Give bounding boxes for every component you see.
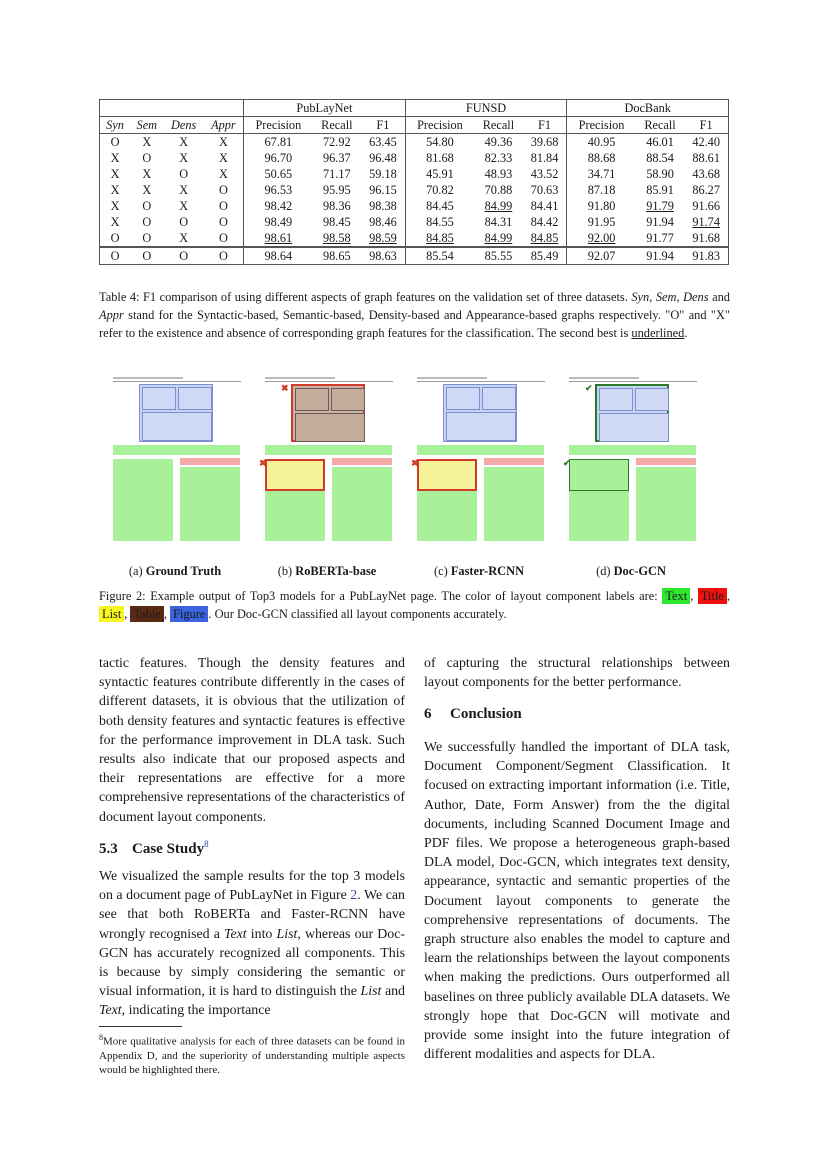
table-row [100,150,729,166]
section-heading-case-study [99,839,209,858]
value-cell: 91.77 [646,231,674,245]
figure-subcell [599,413,669,442]
figure-caption [99,587,730,623]
value-cell: 91.95 [567,214,636,230]
table-group-header-row [100,100,729,117]
term-list: List [360,984,382,1000]
metric-header-precision: Precision [244,117,313,134]
text: into [246,926,277,942]
value-cell: 91.66 [692,199,720,213]
feature-cell: X [218,151,228,165]
subfigure-caption [252,564,402,579]
conclusion-paragraph: We successfully handled the important of DLA task, Document Component/Segment Classification. It focused on extracting important information (i.e. Title, Author, Date, Form Answer) from the the digital documents, including Scanned Document Image and PDF files. We propose a heterogeneous graph-based DLA model, Doc-GCN, which integrates text density, appearance, syntactic and semantic properties of the Document layout components to generate the comprehensive representations of documents. The graph structure also enables the model to capture and learn the relationships between the layout components when making the predictions. Ours outperformed all baselines on three publicly available DLA datasets. We strongly hope that Doc-GCN will motivate and provide some insight into the future integration of different modalities and aspects for DLA. [424,740,730,1063]
feature-cell: O [142,215,152,229]
left-paragraph-2 [99,867,405,1021]
legend-label-title: Title [698,588,727,604]
figure-region [595,384,669,442]
value-cell: 84.99 [484,231,513,245]
text-region-wide [569,445,696,455]
page-header-line [569,377,697,382]
table-row [100,230,729,247]
figure-subcell [295,413,365,442]
feature-cell: X [179,183,189,197]
check-icon: ✔ [563,458,571,468]
feature-cell: X [142,135,152,149]
feature-cell: X [142,167,152,181]
text-region-right-column [180,467,240,541]
metric-header-f1: F1 [523,117,567,134]
value-cell: 58.90 [646,167,674,181]
text-region-right-column [484,467,544,541]
value-cell: 81.68 [405,150,474,166]
metric-header-recall: Recall [474,117,523,134]
value-cell: 98.65 [313,247,362,265]
value-cell: 98.36 [323,199,351,213]
feature-cell: X [142,183,152,197]
feature-cell: X [110,215,120,229]
page-header-line [265,377,393,382]
group-header-docbank: DocBank [567,100,729,117]
legend-separator: , [163,607,171,621]
subfigure-model-name: Ground Truth [145,564,222,578]
feature-cell: O [218,199,228,213]
text: , indicating the importance [121,1003,271,1019]
cross-icon: ✖ [281,383,289,393]
check-icon: ✔ [585,383,593,393]
feature-cell: X [179,199,189,213]
caption-appr: Appr [99,308,124,322]
feature-cell: X [179,231,189,245]
value-cell: 98.42 [244,198,313,214]
figure-subcell [178,387,212,410]
value-cell: 87.18 [567,182,636,198]
value-cell: 86.27 [692,183,720,197]
table-caption [99,288,730,342]
caption-underlined: underlined [631,326,685,340]
value-cell: 98.46 [369,215,397,229]
group-header-funsd: FUNSD [405,100,567,117]
value-cell: 98.49 [244,214,313,230]
figure-subcell [599,388,633,411]
feature-cell: O [142,231,152,245]
value-cell: 98.45 [323,215,351,229]
figure-subcell [482,387,516,410]
value-cell: 91.83 [684,247,728,265]
title-region [332,458,392,465]
feature-cell: O [164,247,204,265]
table-column-header-row [100,117,729,134]
figure-region [291,384,365,442]
feature-cell: O [218,215,228,229]
value-cell: 70.88 [484,183,513,197]
value-cell: 34.71 [567,166,636,182]
term-list: List [276,926,298,942]
figure-panel-ground-truth [107,375,243,550]
value-cell: 98.64 [244,247,313,265]
value-cell: 71.17 [323,167,351,181]
feature-cell: X [218,135,228,149]
subfigure-label: (d) [596,564,614,578]
caption-text: Table 4: F1 comparison of using different aspects of graph features on the validation set of three datasets. [99,290,632,304]
feature-cell: X [110,199,120,213]
text: We visualized the sample results for the top 3 models on a document page of PubLayNet in Figure [99,869,405,904]
figure-ref-link[interactable]: 2 [350,888,358,904]
caption-sep: , [676,290,684,304]
value-cell: 39.68 [530,135,559,149]
value-cell: 84.31 [484,215,513,229]
feature-cell: X [110,151,120,165]
feature-cell: O [142,199,152,213]
metric-header-precision: Precision [405,117,474,134]
footnote [99,1031,405,1077]
value-cell: 43.52 [530,167,559,181]
metric-header-f1: F1 [361,117,405,134]
cross-icon: ✖ [259,458,267,468]
text-region-wide [265,445,392,455]
feature-cell: X [179,135,189,149]
value-cell: 54.80 [405,134,474,151]
value-cell: 84.45 [405,198,474,214]
value-cell: 82.33 [484,151,513,165]
results-table [99,99,729,265]
feature-cell: O [218,231,228,245]
value-cell: 91.68 [692,231,720,245]
value-cell: 98.63 [361,247,405,265]
title-region [484,458,544,465]
value-cell: 81.84 [530,151,559,165]
value-cell: 84.55 [405,214,474,230]
text-region-wide [113,445,240,455]
metric-header-recall: Recall [313,117,362,134]
value-cell: 91.74 [692,215,720,229]
figure-subcell [295,388,329,411]
value-cell: 98.58 [323,231,351,245]
table-body [100,134,729,265]
value-cell: 84.42 [530,215,559,229]
legend-label-figure: Figure [170,606,208,622]
value-cell: 84.99 [484,199,513,213]
feature-cell: O [110,231,120,245]
value-cell: 46.01 [646,135,674,149]
table-row [100,214,729,230]
feature-cell: O [179,167,189,181]
subfigure-label: (b) [277,564,296,578]
value-cell: 59.18 [369,167,397,181]
value-cell: 72.92 [323,135,351,149]
caption-sep: , [649,290,656,304]
feature-cell: O [218,183,228,197]
subfigure-model-name: Doc-GCN [613,564,666,578]
value-cell: 85.49 [523,247,567,265]
page-header-line [417,377,545,382]
subfigure-caption [556,564,706,579]
group-header-publaynet: PubLayNet [244,100,406,117]
feature-cell: X [110,167,120,181]
text-region-right-column [636,467,696,541]
feature-cell: O [142,151,152,165]
feature-cell: O [179,215,189,229]
text-region-right-column [332,467,392,541]
section-title: Conclusion [450,706,522,722]
figure-panel-doc-gcn [563,375,699,550]
figure-region [443,384,517,442]
title-region [180,458,240,465]
value-cell: 85.91 [646,183,674,197]
subfigure-caption [404,564,554,579]
table-row [100,247,729,265]
table-row [100,182,729,198]
value-cell: 91.94 [636,247,685,265]
value-cell: 42.40 [692,135,720,149]
value-cell: 84.41 [530,199,559,213]
value-cell: 95.95 [323,183,351,197]
section-title: Case Study [132,841,205,857]
value-cell: 96.37 [323,151,351,165]
table-row [100,198,729,214]
value-cell: 91.80 [567,198,636,214]
caption-text: Figure 2: Example output of Top3 models for a PubLayNet page. The color of layout component labels are: [99,589,663,603]
value-cell: 40.95 [567,134,636,151]
figure-subcell [446,412,516,441]
feature-header-dens: Dens [164,117,204,134]
value-cell: 96.70 [244,150,313,166]
section-heading-conclusion [424,706,522,723]
value-cell: 96.48 [369,151,397,165]
feature-header-sem: Sem [130,117,164,134]
term-text: Text [224,926,247,942]
feature-header-syn: Syn [100,117,131,134]
feature-cell: O [204,247,244,265]
caption-dens: Dens [683,290,709,304]
value-cell: 96.15 [369,183,397,197]
metric-header-f1: F1 [684,117,728,134]
value-cell: 88.68 [567,150,636,166]
figure-region [139,384,213,442]
value-cell: 88.54 [646,151,674,165]
feature-header-appr: Appr [204,117,244,134]
footnote-number: 8 [99,1033,103,1042]
caption-text: stand for the Syntactic-based, Semantic-based, Density-based and Appearance-based graphs respectively. "O" and "X" refer to the existence and absence of corresponding graph features for the classification. The second best is [99,308,730,340]
legend-label-text: Text [662,588,690,604]
feature-cell: O [110,135,120,149]
value-cell: 70.82 [405,182,474,198]
footnote-divider [99,1026,182,1027]
legend-label-list: List [99,606,124,622]
figure-panel-faster-rcnn [411,375,547,550]
misclassified-list-region [417,459,477,491]
value-cell: 88.61 [692,151,720,165]
caption-end: . [684,326,688,340]
caption-sep: and [708,290,730,304]
feature-cell: X [218,167,228,181]
figure-subcell [331,388,365,411]
text: and [381,984,406,1000]
caption-syn: Syn [631,290,650,304]
subfigure-model-name: Faster-RCNN [450,564,525,578]
legend-separator: , [726,589,730,603]
caption-sem: Sem [655,290,677,304]
table-row [100,134,729,151]
subfigure-caption [100,564,250,579]
figure-subcell [142,387,176,410]
term-text: Text [99,1003,122,1019]
page-header-line [113,377,241,382]
value-cell: 98.61 [244,230,313,247]
section-number: 5.3 [99,841,118,857]
value-cell: 98.59 [369,231,397,245]
value-cell: 85.55 [474,247,523,265]
title-region [636,458,696,465]
value-cell: 70.63 [530,183,559,197]
value-cell: 96.53 [244,182,313,198]
subfigure-label: (a) [128,564,146,578]
feature-cell: O [130,247,164,265]
footnote-text: More qualitative analysis for each of three datasets can be found in Appendix D, and the superiority of understanding multiple aspects would be highlighted there. [99,1035,405,1076]
value-cell: 43.68 [692,167,720,181]
table-empty-header [100,100,244,117]
table-row [100,166,729,182]
legend-separator: , [690,589,698,603]
figure-panel-roberta-base [259,375,395,550]
text: . We can see that both RoBERTa and Faster-RCNN have wrongly recognised a [99,888,405,942]
metric-header-recall: Recall [636,117,685,134]
caption-text: . Our Doc-GCN classified all layout components accurately. [208,607,507,621]
figure-subcell [142,412,212,441]
value-cell: 92.07 [567,247,636,265]
value-cell: 67.81 [244,134,313,151]
cross-icon: ✖ [411,458,419,468]
subfigure-label: (c) [433,564,451,578]
value-cell: 98.38 [369,199,397,213]
feature-cell: X [179,151,189,165]
value-cell: 91.79 [646,199,674,213]
value-cell: 49.36 [484,135,513,149]
right-paragraph-1: of capturing the structural relationships between layout components for the better performance. [424,656,730,691]
legend-label-table: Table [130,606,163,622]
text-region-wide [417,445,544,455]
correct-text-region [569,459,629,491]
section-number: 6 [424,706,432,722]
feature-cell: X [110,183,120,197]
value-cell: 91.94 [646,215,674,229]
left-paragraph-1: tactic features. Though the density features and syntactic features contribute differently in the cases of different datasets, it is obvious that the utilization of both density features and syntactic features is effective for the performance improvement in DLA task. Such results also indicate that our proposed aspects and their representations are effective for a more comprehensive representations of the characteristics of document layout components. [99,656,405,825]
figure-subcell [635,388,669,411]
figure-subcell [446,387,480,410]
misclassified-list-region [265,459,325,491]
value-cell: 45.91 [405,166,474,182]
value-cell: 84.85 [530,231,559,245]
text-region-left-column [113,459,173,541]
feature-cell: O [100,247,131,265]
value-cell: 63.45 [369,135,397,149]
legend-separator: , [124,607,131,621]
subfigure-model-name: RoBERTa-base [295,564,377,578]
value-cell: 84.85 [405,230,474,247]
value-cell: 48.93 [484,167,513,181]
value-cell: 85.54 [405,247,474,265]
metric-header-precision: Precision [567,117,636,134]
text: , whereas our Doc-GCN has accurately recognized all components. This is because by simply considering the semantic or visual information, it is hard to distinguish the [99,926,405,1000]
value-cell: 92.00 [567,230,636,247]
footnote-ref[interactable]: 8 [204,839,209,849]
value-cell: 50.65 [244,166,313,182]
